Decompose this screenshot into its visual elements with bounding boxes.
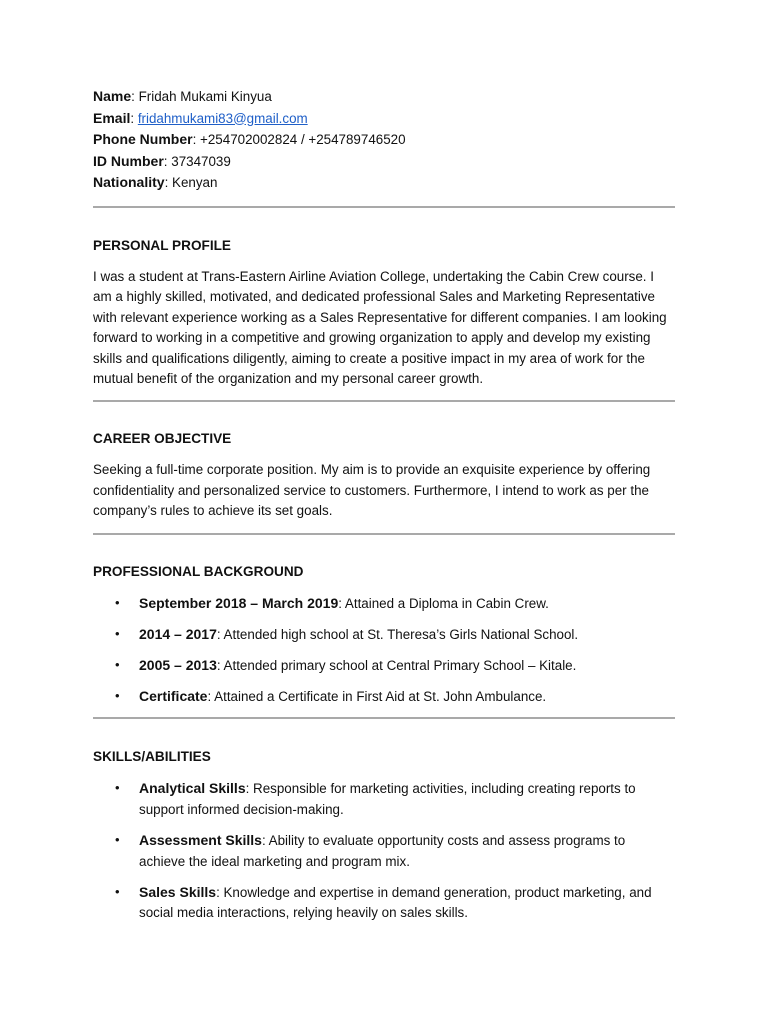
phone-line (93, 129, 675, 151)
item-text: : Attended primary school at Central Primary School – Kitale. (216, 657, 577, 673)
item-term: Sales Skills (139, 883, 217, 900)
nationality-label: Nationality (93, 174, 165, 190)
email-link[interactable]: fridahmukami83@gmail.com (137, 110, 308, 126)
name-line (93, 86, 675, 108)
item-term: 2005 – 2013 (139, 656, 217, 673)
phone-separator: : (192, 132, 201, 147)
section-divider (93, 533, 675, 535)
list-item (93, 686, 675, 708)
phone-label: Phone Number (93, 131, 193, 147)
id-separator: : (163, 153, 172, 169)
list-item (93, 624, 675, 646)
personal-profile-text: I was a student at Trans-Eastern Airline Aviation College, undertaking the Cabin Crew course. I am a highly skilled, motivated, and dedicated professional Sales and Marketing Representative with relevant experience working as a Sales Representative for different companies. I am looking forward to working in a competitive and growing organization to apply and develop my existing skills and qualifications diligently, aiming to create a positive impact in my area of work for the mutual benefit of the organization and my personal career growth. (93, 268, 667, 387)
list-item (93, 778, 675, 820)
name-value: Fridah Mukami Kinyua (138, 89, 272, 104)
bullet-icon: • (115, 883, 120, 899)
list-item (93, 830, 675, 872)
professional-background-heading: PROFESSIONAL BACKGROUND (93, 563, 304, 579)
professional-background-list (93, 593, 675, 708)
contact-block (93, 86, 675, 194)
email-line (93, 108, 675, 130)
name-separator: : (131, 89, 139, 104)
personal-profile-heading: PERSONAL PROFILE (93, 237, 231, 253)
skills-list (93, 778, 675, 923)
id-label: ID Number (93, 152, 164, 169)
bullet-icon: • (115, 656, 120, 672)
item-text: : Ability to evaluate opportunity costs and assess programs to achieve the ideal marketing and program mix. (139, 832, 626, 869)
career-objective-heading: CAREER OBJECTIVE (93, 431, 232, 447)
list-item (93, 655, 675, 677)
bullet-icon: • (115, 625, 120, 641)
id-value: 37347039 (171, 153, 231, 169)
nationality-value: Kenyan (172, 175, 218, 190)
list-item (93, 593, 675, 615)
list-item (93, 882, 675, 924)
item-text: : Knowledge and expertise in demand generation, product marketing, and social media interactions, relying heavily on sales skills. (139, 884, 652, 921)
bullet-icon: • (115, 594, 120, 610)
item-term: Analytical Skills (139, 780, 246, 797)
skills-heading: SKILLS/ABILITIES (93, 749, 211, 765)
career-objective-text: Seeking a full-time corporate position. My aim is to provide an exquisite experience by offering confidentiality and personalized service to customers. Furthermore, I intend to work as per the company’s rules to achieve its set goals. (93, 462, 651, 519)
email-separator: : (130, 110, 138, 126)
bullet-icon: • (115, 687, 120, 703)
item-term: 2014 – 2017 (139, 625, 217, 642)
phone-value: +254702002824 / +254789746520 (200, 132, 406, 147)
item-text: : Attained a Certificate in First Aid at St. John Ambulance. (207, 688, 547, 704)
item-text: : Responsible for marketing activities, including creating reports to support informed decision-making. (139, 781, 636, 817)
item-term: Assessment Skills (139, 831, 262, 848)
bullet-icon: • (115, 831, 120, 847)
section-divider (93, 717, 675, 719)
section-divider (93, 206, 675, 208)
bullet-icon: • (115, 780, 120, 796)
item-term: Certificate (139, 687, 208, 704)
section-divider (93, 400, 675, 402)
email-label: Email (93, 109, 131, 126)
nationality-line (93, 172, 675, 194)
nationality-separator: : (164, 175, 173, 190)
id-line (93, 151, 675, 173)
item-term: September 2018 – March 2019 (139, 594, 339, 611)
item-text: : Attended high school at St. Theresa’s Girls National School. (216, 626, 579, 642)
name-label: Name (93, 88, 132, 104)
item-text: : Attained a Diploma in Cabin Crew. (338, 595, 549, 611)
